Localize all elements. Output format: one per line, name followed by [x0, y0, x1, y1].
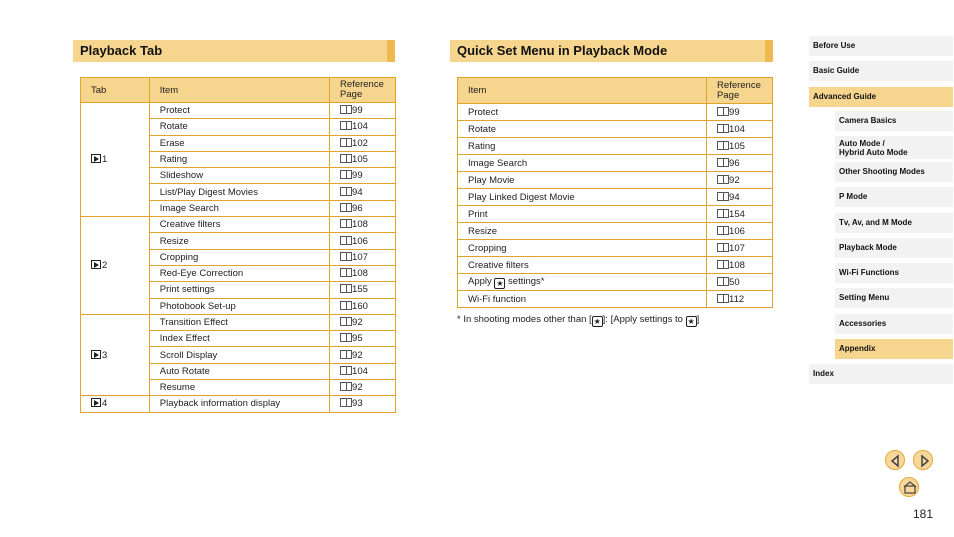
reference-cell[interactable]: 99 — [330, 168, 396, 184]
reference-cell[interactable]: 107 — [707, 240, 773, 257]
reference-cell[interactable]: 96 — [330, 200, 396, 216]
table-row — [458, 291, 773, 308]
reference-cell[interactable]: 99 — [707, 104, 773, 121]
item-cell: Rotate — [149, 119, 329, 135]
next-page-icon[interactable] — [913, 450, 933, 470]
reference-cell[interactable]: 105 — [330, 151, 396, 167]
book-icon — [340, 252, 352, 261]
book-icon — [717, 192, 729, 201]
reference-cell[interactable]: 154 — [707, 206, 773, 223]
table-row — [458, 155, 773, 172]
nav-item-appendix[interactable]: Appendix — [835, 339, 953, 359]
book-icon — [340, 236, 352, 245]
item-cell: Transition Effect — [149, 314, 329, 330]
item-cell: Play Linked Digest Movie — [458, 189, 707, 206]
item-cell: Protect — [458, 104, 707, 121]
book-icon — [717, 226, 729, 235]
book-icon — [340, 333, 352, 342]
nav-item-accessories[interactable]: Accessories — [835, 314, 953, 334]
nav-item-other-shooting-modes[interactable]: Other Shooting Modes — [835, 162, 953, 182]
item-cell: Scroll Display — [149, 347, 329, 363]
nav-item-camera-basics[interactable]: Camera Basics — [835, 111, 953, 131]
reference-cell[interactable]: 92 — [330, 347, 396, 363]
book-icon — [717, 124, 729, 133]
item-cell: Auto Rotate — [149, 363, 329, 379]
book-icon — [340, 317, 352, 326]
nav-item-p-mode[interactable]: P Mode — [835, 187, 953, 207]
book-icon — [340, 284, 352, 293]
table-row — [458, 274, 773, 291]
book-icon — [717, 260, 729, 269]
item-cell: Play Movie — [458, 172, 707, 189]
reference-cell[interactable]: 50 — [707, 274, 773, 291]
table-row — [458, 172, 773, 189]
table-row — [458, 240, 773, 257]
quick-set-heading: Quick Set Menu in Playback Mode — [450, 40, 773, 62]
reference-cell[interactable]: 93 — [330, 396, 396, 412]
book-icon — [340, 268, 352, 277]
play-tab-icon — [91, 350, 101, 359]
item-cell: Index Effect — [149, 331, 329, 347]
reference-cell[interactable]: 112 — [707, 291, 773, 308]
book-icon — [340, 105, 352, 114]
item-cell: Image Search — [458, 155, 707, 172]
item-cell: Rotate — [458, 121, 707, 138]
tab-cell: 1 — [81, 103, 150, 217]
table-row — [458, 206, 773, 223]
item-cell: Creative filters — [149, 217, 329, 233]
auto-mode-icon: ★ — [687, 317, 695, 326]
reference-cell[interactable]: 92 — [330, 380, 396, 396]
reference-cell[interactable]: 104 — [330, 119, 396, 135]
tab-cell: 4 — [81, 396, 150, 412]
item-cell: Cropping — [458, 240, 707, 257]
item-cell: Print settings — [149, 282, 329, 298]
play-tab-icon — [91, 154, 101, 163]
nav-item-basic-guide[interactable]: Basic Guide — [809, 61, 953, 81]
book-icon — [717, 107, 729, 116]
reference-cell[interactable]: 96 — [707, 155, 773, 172]
reference-cell[interactable]: 95 — [330, 331, 396, 347]
nav-item-index[interactable]: Index — [809, 364, 953, 384]
auto-mode-icon: ★ — [593, 317, 601, 326]
nav-item-tv-av-and-m-mode[interactable]: Tv, Av, and M Mode — [835, 213, 953, 233]
book-icon — [717, 243, 729, 252]
reference-cell[interactable]: 108 — [330, 265, 396, 281]
playback-tab-table — [80, 77, 396, 413]
table-row — [81, 217, 396, 233]
item-cell: Rating — [149, 151, 329, 167]
book-icon — [340, 219, 352, 228]
playback-tab-heading: Playback Tab — [73, 40, 395, 62]
book-icon — [340, 203, 352, 212]
table-row — [81, 103, 396, 119]
reference-cell[interactable]: 94 — [707, 189, 773, 206]
book-icon — [340, 366, 352, 375]
play-tab-icon — [91, 260, 101, 269]
table-row — [458, 257, 773, 274]
book-icon — [340, 187, 352, 196]
reference-cell[interactable]: 108 — [330, 217, 396, 233]
qs-reference-header: Reference Page — [707, 78, 773, 104]
quick-set-footnote: * In shooting modes other than [ ★ ]: [Apply settings to ★ ] — [457, 314, 700, 326]
item-cell: Resume — [149, 380, 329, 396]
reference-cell[interactable]: 155 — [330, 282, 396, 298]
item-cell: Playback information display — [149, 396, 329, 412]
prev-page-icon[interactable] — [885, 450, 905, 470]
reference-cell[interactable]: 102 — [330, 135, 396, 151]
book-icon — [340, 170, 352, 179]
item-cell: Apply ★ settings* — [458, 274, 707, 291]
item-cell: Erase — [149, 135, 329, 151]
reference-cell[interactable]: 160 — [330, 298, 396, 314]
book-icon — [340, 154, 352, 163]
book-icon — [717, 277, 729, 286]
book-icon — [717, 141, 729, 150]
item-cell: Red-Eye Correction — [149, 265, 329, 281]
book-icon — [717, 158, 729, 167]
reference-cell[interactable]: 92 — [707, 172, 773, 189]
book-icon — [340, 382, 352, 391]
reference-cell[interactable]: 104 — [330, 363, 396, 379]
table-row — [458, 104, 773, 121]
book-icon — [717, 175, 729, 184]
reference-cell[interactable]: 104 — [707, 121, 773, 138]
book-icon — [340, 398, 352, 407]
item-cell: Photobook Set-up — [149, 298, 329, 314]
book-icon — [340, 138, 352, 147]
book-icon — [717, 209, 729, 218]
item-cell: Wi-Fi function — [458, 291, 707, 308]
reference-cell[interactable]: 105 — [707, 138, 773, 155]
item-cell: Cropping — [149, 249, 329, 265]
reference-cell[interactable]: 92 — [330, 314, 396, 330]
item-cell: Resize — [458, 223, 707, 240]
reference-cell[interactable]: 108 — [707, 257, 773, 274]
nav-item-wi-fi-functions[interactable]: Wi-Fi Functions — [835, 263, 953, 283]
reference-cell[interactable]: 106 — [707, 223, 773, 240]
item-cell: Resize — [149, 233, 329, 249]
reference-header: Reference Page — [330, 78, 396, 103]
book-icon — [340, 121, 352, 130]
item-cell: Rating — [458, 138, 707, 155]
item-header: Item — [149, 78, 329, 103]
top-page-icon[interactable] — [899, 477, 919, 497]
nav-item-playback-mode[interactable]: Playback Mode — [835, 238, 953, 258]
book-icon — [340, 350, 352, 359]
nav-item-setting-menu[interactable]: Setting Menu — [835, 288, 953, 308]
tab-header: Tab — [81, 78, 150, 103]
tab-cell: 2 — [81, 217, 150, 315]
book-icon — [340, 301, 352, 310]
book-icon — [717, 294, 729, 303]
quick-set-table — [457, 77, 773, 308]
qs-item-header: Item — [458, 78, 707, 104]
reference-cell[interactable]: 107 — [330, 249, 396, 265]
page-number: 181 — [913, 507, 934, 521]
item-cell: List/Play Digest Movies — [149, 184, 329, 200]
reference-cell[interactable]: 99 — [330, 103, 396, 119]
item-cell: Print — [458, 206, 707, 223]
item-cell: Protect — [149, 103, 329, 119]
item-cell: Slideshow — [149, 168, 329, 184]
table-row — [458, 189, 773, 206]
item-cell: Creative filters — [458, 257, 707, 274]
table-row — [458, 138, 773, 155]
reference-cell[interactable]: 94 — [330, 184, 396, 200]
tab-cell: 3 — [81, 314, 150, 395]
item-cell: Image Search — [149, 200, 329, 216]
nav-item-before-use[interactable]: Before Use — [809, 36, 953, 56]
play-tab-icon — [91, 398, 101, 407]
table-row — [81, 396, 396, 412]
reference-cell[interactable]: 106 — [330, 233, 396, 249]
auto-mode-icon: ★ — [496, 278, 504, 288]
nav-item-auto-mode[interactable]: Auto Mode / Hybrid Auto Mode — [835, 136, 953, 159]
nav-item-advanced-guide[interactable]: Advanced Guide — [809, 87, 953, 107]
table-row — [81, 314, 396, 330]
table-row — [458, 121, 773, 138]
table-row — [458, 223, 773, 240]
